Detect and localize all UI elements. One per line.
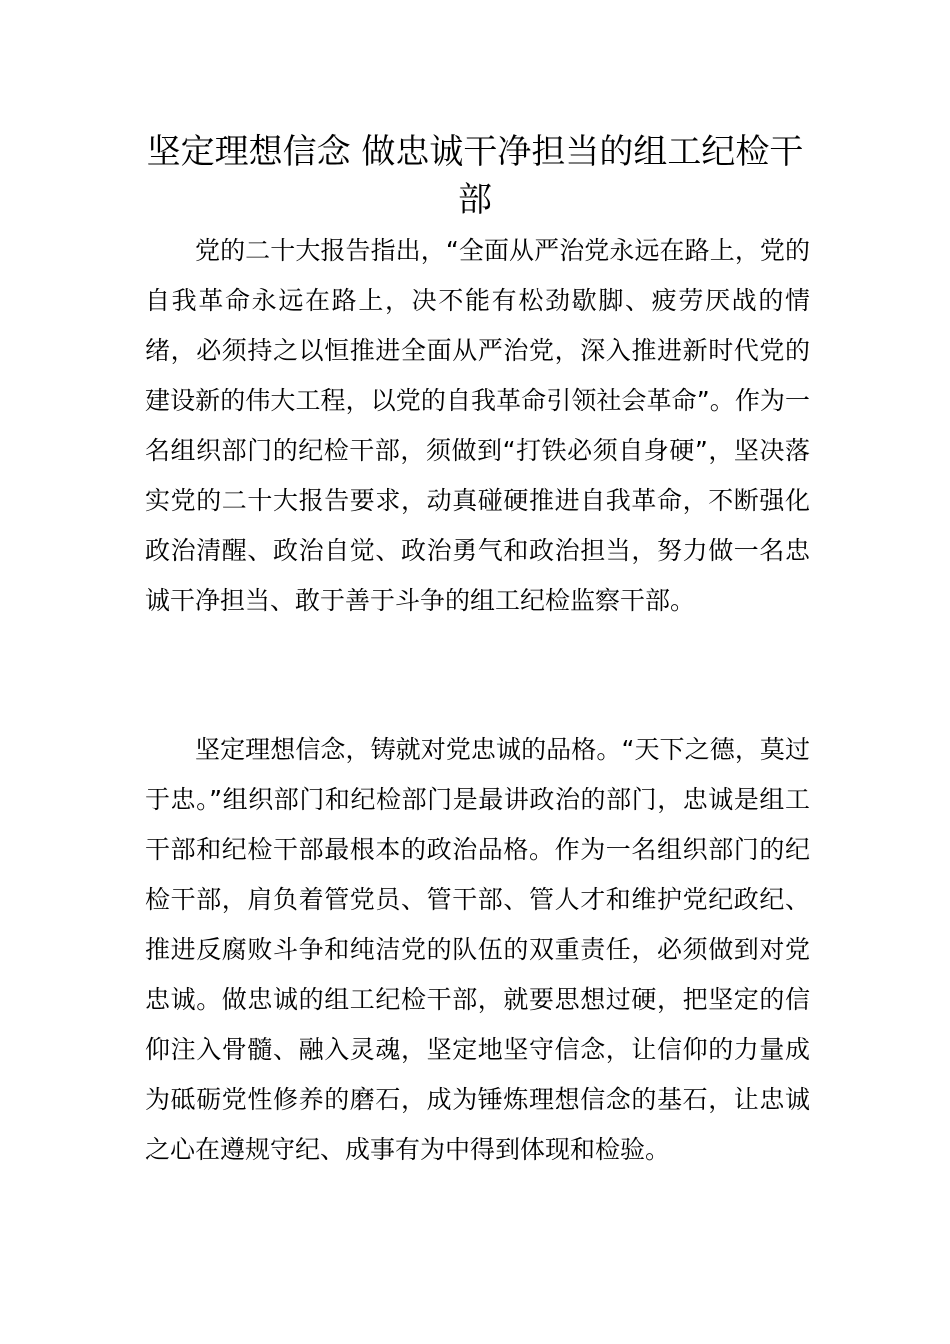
- paragraph-loyalty: 坚定理想信念，铸就对党忠诚的品格。“天下之德，莫过于忠。”组织部门和纪检部门是最讲政治的部门，忠诚是组工干部和纪检干部最根本的政治品格。作为一名组织部门的纪检干部，肩负着管党员、管干部、管人才和维护党纪政纪、推进反腐败斗争和纯洁党的队伍的双重责任，必须做到对党忠诚。做忠诚的组工纪检干部，就要思想过硬，把坚定的信仰注入骨髓、融入灵魂，坚定地坚守信念，让信仰的力量成为砥砺党性修养的磨石，成为锤炼理想信念的基石，让忠诚之心在遵规守纪、成事有为中得到体现和检验。: [145, 735, 810, 1164]
- document-title: 坚定理想信念 做忠诚干净担当的组工纪检干部: [146, 132, 804, 220]
- paragraph-intro: 党的二十大报告指出，“全面从严治党永远在路上，党的自我革命永远在路上，决不能有松劲歇脚、疲劳厌战的情绪，必须持之以恒推进全面从严治党，深入推进新时代党的建设新的伟大工程，以党的自我革命引领社会革命”。作为一名组织部门的纪检干部，须做到“打铁必须自身硬”，坚决落实党的二十大报告要求，动真碰硬推进自我革命，不断强化政治清醒、政治自觉、政治勇气和政治担当，努力做一名忠诚干净担当、敢于善于斗争的组工纪检监察干部。: [145, 236, 810, 615]
